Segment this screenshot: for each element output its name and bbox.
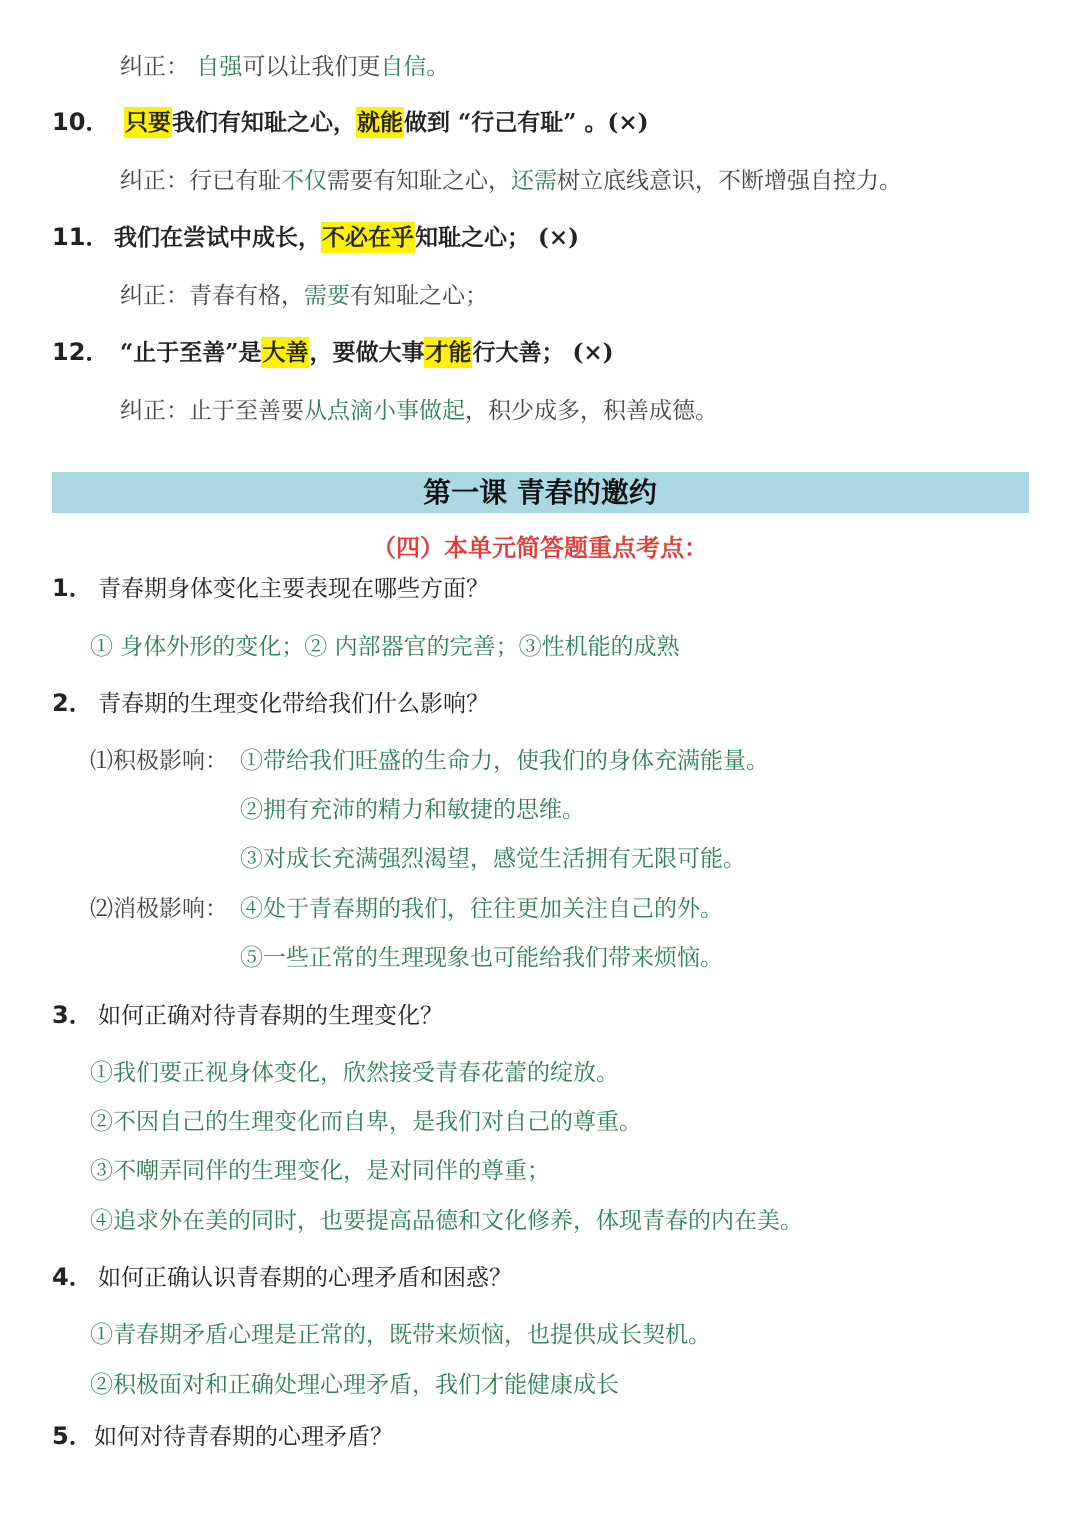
correction-text: 树立底线意识，不断增强自控力。 <box>557 168 902 194</box>
question-3 <box>52 1001 443 1031</box>
correction-label: 纠正： <box>120 398 189 424</box>
question-text: 如何对待青春期的心理矛盾？ <box>94 1424 393 1450</box>
question-1 <box>52 574 489 604</box>
statement-text: 行大善； (×) <box>472 339 614 366</box>
question-text: 青春期的生理变化带给我们什么影响？ <box>98 691 489 717</box>
correction-text: 青春有格， <box>189 283 304 309</box>
answer-3-4: ④追求外在美的同时，也要提高品德和文化修养，体现青春的内在美。 <box>90 1208 803 1234</box>
correction-label: 纠正： <box>120 54 189 80</box>
question-number: 4． <box>52 1263 93 1291</box>
answer-3-1: ①我们要正视身体变化，欣然接受青春花蕾的绽放。 <box>90 1060 619 1086</box>
answer-4-2: ②积极面对和正确处理心理矛盾，我们才能健康成长 <box>90 1372 619 1398</box>
correction-text: 行已有耻 <box>189 168 281 194</box>
question-number: 3． <box>52 1001 93 1029</box>
statement-text: 做到 “行己有耻” 。(×) <box>404 109 649 136</box>
correction-text: 。 <box>426 54 450 80</box>
statement-text: 我们有知耻之心， <box>172 109 356 136</box>
correction-label: 纠正： <box>120 283 189 309</box>
item-number: 11． <box>52 223 110 251</box>
statement-text: 我们在尝试中成长， <box>114 224 321 251</box>
highlighted-word: 大善 <box>262 339 309 366</box>
correction-text: 可以让我们更 <box>242 54 381 80</box>
question-text: 如何正确对待青春期的生理变化？ <box>98 1003 443 1029</box>
question-number: 1． <box>52 574 93 602</box>
highlighted-word: 就能 <box>357 109 403 136</box>
item-number: 12． <box>52 338 110 366</box>
answer-4-1: ①青春期矛盾心理是正常的，既带来烦恼，也提供成长契机。 <box>90 1322 711 1348</box>
answer-2-negative-label: ⑵消极影响： <box>90 896 228 922</box>
section-subtitle: （四）本单元简答题重点考点： <box>372 534 708 562</box>
correction-text: 需要有知耻之心， <box>327 168 511 194</box>
correction-11 <box>120 283 488 311</box>
highlighted-word: 才能 <box>425 339 472 366</box>
answer-2-positive-2: ②拥有充沛的精力和敏捷的思维。 <box>240 797 585 823</box>
question-2 <box>52 689 489 719</box>
answer-1: ① 身体外形的变化；② 内部器官的完善；③性机能的成熟 <box>90 634 680 660</box>
answer-2-positive-3: ③对成长充满强烈渴望，感觉生活拥有无限可能。 <box>240 846 746 872</box>
correction-text: ，积少成多，积善成德。 <box>465 398 718 424</box>
correction-keyword: 需要 <box>304 283 350 309</box>
question-number: 5． <box>52 1422 93 1450</box>
correction-keyword: 还需 <box>511 168 557 194</box>
statement-11 <box>52 223 579 252</box>
question-number: 2． <box>52 689 93 717</box>
statement-text: ，要做大事 <box>309 339 425 366</box>
correction-10 <box>120 168 902 196</box>
answer-2-positive-1: ①带给我们旺盛的生命力，使我们的身体充满能量。 <box>240 748 769 774</box>
question-text: 如何正确认识青春期的心理矛盾和困惑？ <box>98 1265 512 1291</box>
correction-text: 有知耻之心； <box>350 283 488 309</box>
correction-9 <box>120 54 449 82</box>
question-4 <box>52 1263 512 1293</box>
statement-12 <box>52 338 614 367</box>
correction-text: 止于至善要 <box>189 398 304 424</box>
statement-text: 知耻之心； (×) <box>415 224 580 251</box>
item-number: 10． <box>52 108 110 136</box>
section-title: 第一课 青春的邀约 <box>423 476 657 509</box>
question-5 <box>52 1422 393 1452</box>
answer-2-positive-label: ⑴积极影响： <box>90 748 228 774</box>
correction-label: 纠正： <box>120 168 189 194</box>
answer-2-negative-1: ④处于青春期的我们，往往更加关注自己的外。 <box>240 896 723 922</box>
correction-keyword: 自强 <box>196 54 243 80</box>
answer-3-3: ③不嘲弄同伴的生理变化，是对同伴的尊重； <box>90 1158 550 1184</box>
correction-keyword: 自信 <box>380 54 427 80</box>
statement-10 <box>52 108 649 137</box>
answer-2-negative-2: ⑤一些正常的生理现象也可能给我们带来烦恼。 <box>240 945 723 971</box>
statement-text: “止于至善”是 <box>120 339 262 366</box>
correction-keyword: 从点滴小事做起 <box>304 398 465 424</box>
highlighted-word: 不必在乎 <box>322 224 414 251</box>
answer-3-2: ②不因自己的生理变化而自卑，是我们对自己的尊重。 <box>90 1109 642 1135</box>
correction-keyword: 不仅 <box>281 168 327 194</box>
highlighted-word: 只要 <box>125 109 171 136</box>
question-text: 青春期身体变化主要表现在哪些方面？ <box>98 576 489 602</box>
correction-12 <box>120 398 718 426</box>
